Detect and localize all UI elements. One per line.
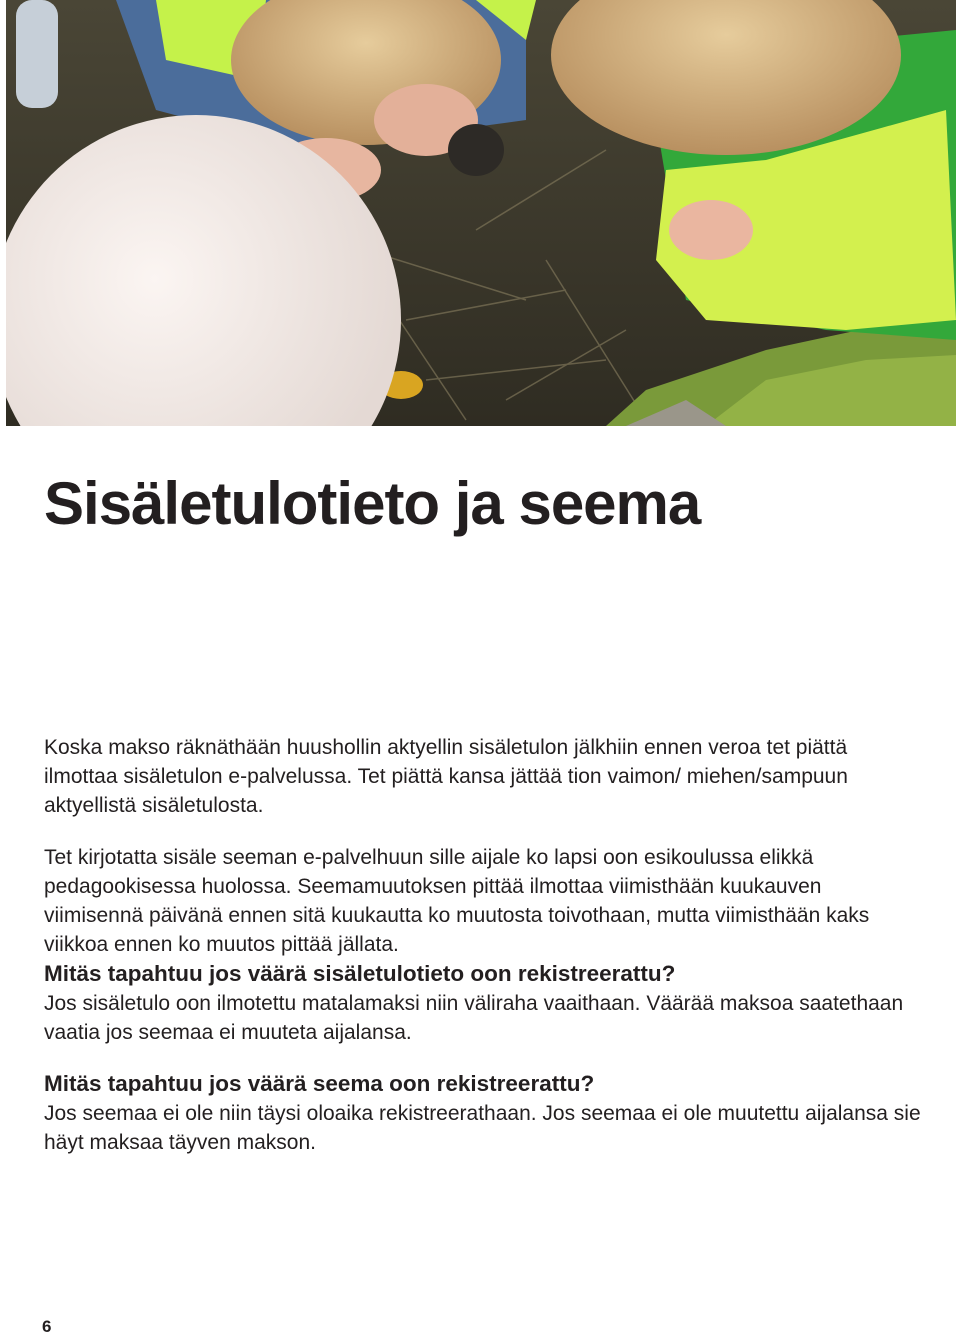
page-number: 6 [42,1317,52,1336]
intro-paragraph: Koska makso räknäthään huushollin aktyellin sisäletulon jälkhiin ennen veroa tet piättä ilmottaa sisäletulon e-palvelussa. Tet piättä kansa jättää tion vaimon/ miehen/sampuun aktyellistä sisäletulosta. [44,736,848,817]
children-outdoor-photo [6,0,956,426]
section-heading-income: Mitäs tapahtuu jos väärä sisäletulotieto oon rekistreerattu? [44,961,676,986]
section-text-income: Jos sisäletulo oon ilmotettu matalamaksi niin väliraha vaaithaan. Väärää maksoa saatethaan vaatia jos seemaa ei muuteta aijalansa. [44,992,904,1044]
photo-illustration [6,0,956,426]
body-text [44,733,924,1157]
section-text-seema: Jos seemaa ei ole niin täysi oloaika rekistreerathaan. Jos seemaa ei ole muutettu aijalansa sie häyt maksaa täyven makson. [44,1102,921,1154]
page-title: Sisäletulotieto ja seema [44,470,701,537]
seema-paragraph: Tet kirjotatta sisäle seeman e-palvelhuun sille aijale ko lapsi oon esikoulussa elikkä pedagookisessa huolossa. Seemamuutoksen pittää ilmottaa viimisthään kuukauven viimisennä päivänä ennen sitä kuukautta ko muutosta toivothaan, mutta viimisthään kaks viikkoa ennen ko muutos pittää jällata. [44,846,870,956]
section-heading-seema: Mitäs tapahtuu jos väärä seema oon rekistreerattu? [44,1071,595,1096]
